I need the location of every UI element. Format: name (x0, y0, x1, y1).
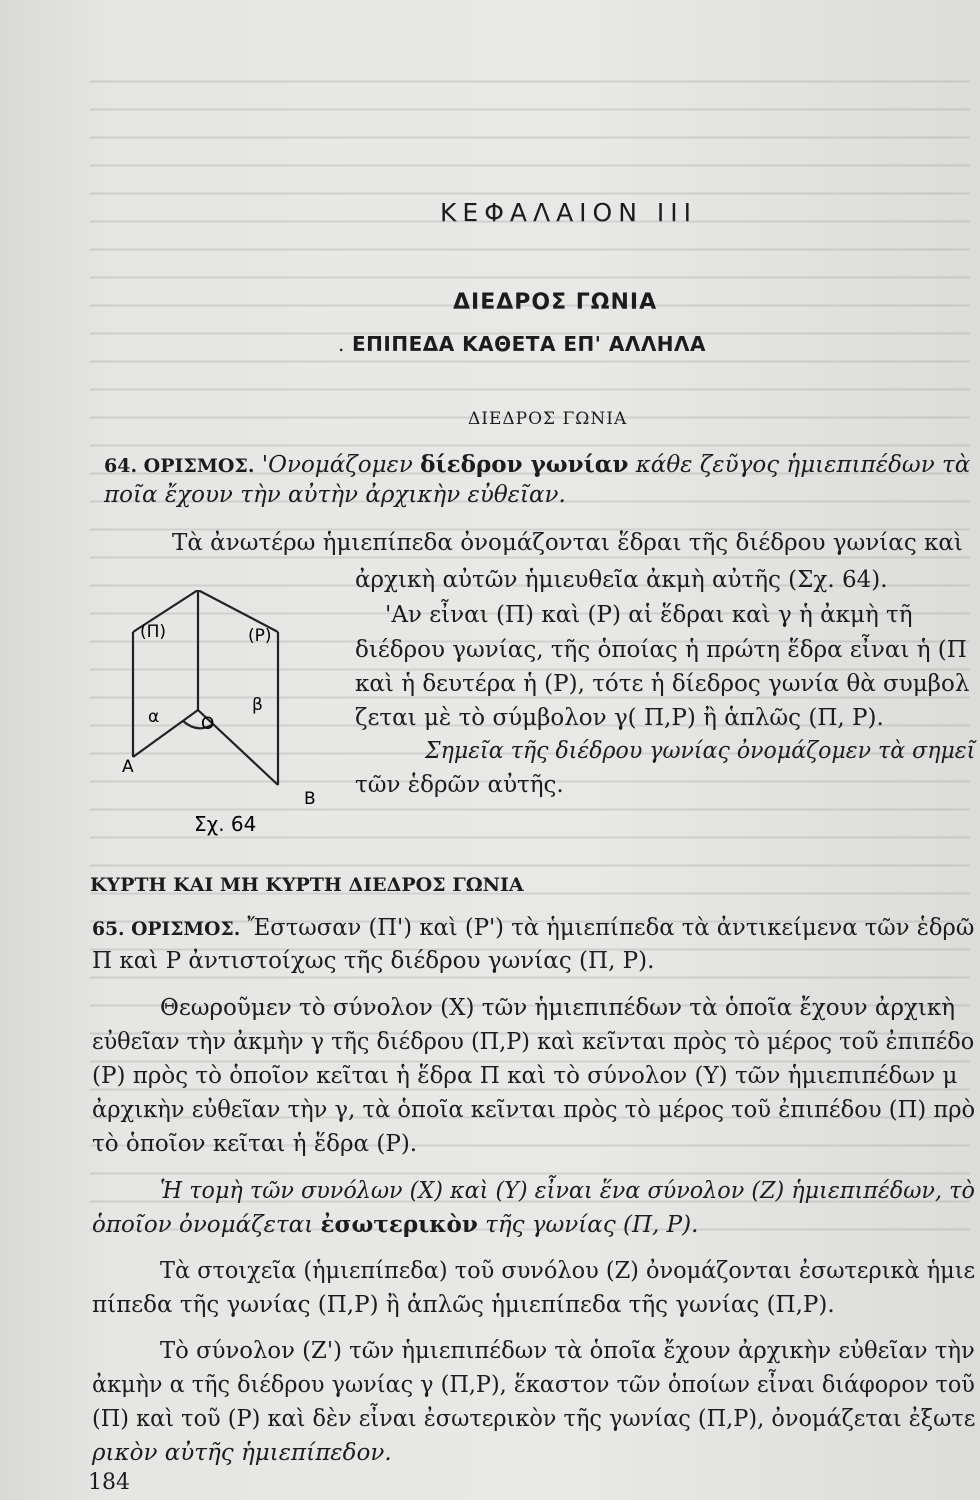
chapter-heading: ΚΕΦΑΛΑΙΟΝ ΙΙΙ (440, 198, 697, 227)
text-line: πίπεδα τῆς γωνίας (Π,Ρ) ἢ ἁπλῶς ἡμιεπίπεδα τῆς γωνίας (Π,Ρ). (92, 1292, 835, 1318)
section-heading-convex: ΚΥΡΤΗ ΚΑΙ ΜΗ ΚΥΡΤΗ ΔΙΕΔΡΟΣ ΓΩΝΙΑ (90, 874, 524, 896)
text-line: ἀρχικὴ αὐτῶν ἡμιευθεῖα ἀκμὴ αὐτῆς (Σχ. 64). (355, 567, 888, 593)
label-plane-p: (Π) (140, 622, 167, 642)
label-beta: β (252, 695, 263, 715)
label-b: B (304, 789, 316, 809)
text-line: Θεωροῦμεν τὸ σύνολον (Χ) τῶν ἡμιεπιπέδων τὰ ὁποῖα ἔχουν ἀρχικὴ (160, 995, 956, 1021)
text-line: 'Αν εἶναι (Π) καὶ (Ρ) αἱ ἕδραι καὶ γ ἡ ἀκμὴ τῆ (385, 602, 913, 628)
text-line: εὐθεῖαν τὴν ἀκμὴν γ τῆς διέδρου (Π,Ρ) καὶ κεῖνται πρὸς τὸ μέρος τοῦ ἐπιπέδο (92, 1029, 975, 1055)
text-line: Σημεῖα τῆς διέδρου γωνίας ὀνομάζομεν τὰ σημεῖ (425, 738, 976, 764)
title-perpendicular-planes: ΕΠΙΠΕΔΑ ΚΑΘΕΤΑ ΕΠ' ΑΛΛΗΛΑ (352, 332, 707, 356)
dihedral-angle-figure (100, 590, 340, 840)
label-a: A (122, 757, 134, 777)
label-plane-r: (Ρ) (248, 626, 272, 646)
text-line: ἀκμὴν α τῆς διέδρου γωνίας γ (Π,Ρ), ἕκαστον τῶν ὁποίων εἶναι διάφορον τοῦ (92, 1372, 975, 1398)
text-line: Τὸ σύνολον (Ζ') τῶν ἡμιεπιπέδων τὰ ὁποῖα ἔχουν ἀρχικὴν εὐθεῖαν τὴν (160, 1338, 975, 1364)
text-line: Ἡ τομὴ τῶν συνόλων (Χ) καὶ (Υ) εἶναι ἕνα σύνολον (Ζ) ἡμιεπιπέδων, τὸ (160, 1178, 975, 1204)
text-line: καὶ ἡ δευτέρα ἡ (Ρ), τότε ἡ δίεδρος γωνία θὰ συμβολ (355, 671, 970, 697)
ray-oa (133, 710, 198, 757)
text-line: τὸ ὁποῖον κεῖται ἡ ἕδρα (Ρ). (92, 1131, 418, 1157)
definition-number: 65. ΟΡΙΣΜΟΣ. (92, 918, 241, 940)
text-line: ρικὸν αὐτῆς ἡμιεπίπεδον. (92, 1440, 392, 1466)
definition-64-line2: ποῖα ἔχουν τὴν αὐτὴν ἀρχικὴν εὐθεῖαν. (104, 482, 566, 508)
label-alpha: α (148, 707, 160, 727)
figure-caption: Σχ. 64 (194, 812, 257, 836)
text-line: (Π) καὶ τοῦ (Ρ) καὶ δὲν εἶναι ἐσωτερικὸν τῆς γωνίας (Π,Ρ), ὀνομάζεται ἐξωτε (92, 1406, 976, 1432)
section-subtitle: ΔΙΕΔΡΟΣ ΓΩΝΙΑ (468, 409, 628, 429)
label-o: O (201, 714, 215, 734)
text-line: διέδρου γωνίας, τῆς ὁποίας ἡ πρώτη ἕδρα εἶναι ἡ (Π (355, 637, 967, 663)
text-line: (Ρ) πρὸς τὸ ὁποῖον κεῖται ἡ ἕδρα Π καὶ τὸ σύνολον (Υ) τῶν ἡμιεπιπέδων μ (92, 1063, 958, 1089)
text-line: ὁποῖον ὀνομάζεται ἐσωτερικὸν τῆς γωνίας (Π, Ρ). (92, 1211, 699, 1238)
definition-number: 64. ΟΡΙΣΜΟΣ. (104, 455, 255, 477)
text-line: ζεται μὲ τὸ σύμβολον γ( Π,Ρ) ἢ ἁπλῶς (Π, Ρ). (355, 705, 884, 731)
definition-64: 64. ΟΡΙΣΜΟΣ. 'Ονομάζομεν δίεδρον γωνίαν κάθε ζεῦγος ἡμιεπιπέδων τὰ (104, 451, 971, 478)
text-line: ἀρχικὴν εὐθεῖαν τὴν γ, τὰ ὁποῖα κεῖνται πρὸς τὸ μέρος τοῦ ἐπιπέδου (Π) πρὸ (92, 1097, 976, 1123)
title-dihedral-angle: ΔΙΕΔΡΟΣ ΓΩΝΙΑ (453, 290, 658, 315)
page-number: 184 (88, 1470, 130, 1495)
definition-65-line2: Π καὶ Ρ ἀντιστοίχως τῆς διέδρου γωνίας (Π, Ρ). (92, 948, 655, 974)
definition-65: 65. ΟΡΙΣΜΟΣ. Ἔστωσαν (Π') καὶ (Ρ') τὰ ἡμιεπίπεδα τὰ ἀντικείμενα τῶν ἑδρῶ (92, 915, 975, 941)
text-line: τῶν ἑδρῶν αὐτῆς. (355, 772, 564, 798)
title-dot: . (338, 332, 345, 356)
text-line: Τὰ στοιχεῖα (ἡμιεπίπεδα) τοῦ συνόλου (Ζ) ὀνομάζονται ἐσωτερικὰ ἡμιε (160, 1258, 976, 1284)
text-line: Τὰ ἀνωτέρω ἡμιεπίπεδα ὀνομάζονται ἕδραι τῆς διέδρου γωνίας καὶ (172, 530, 963, 556)
